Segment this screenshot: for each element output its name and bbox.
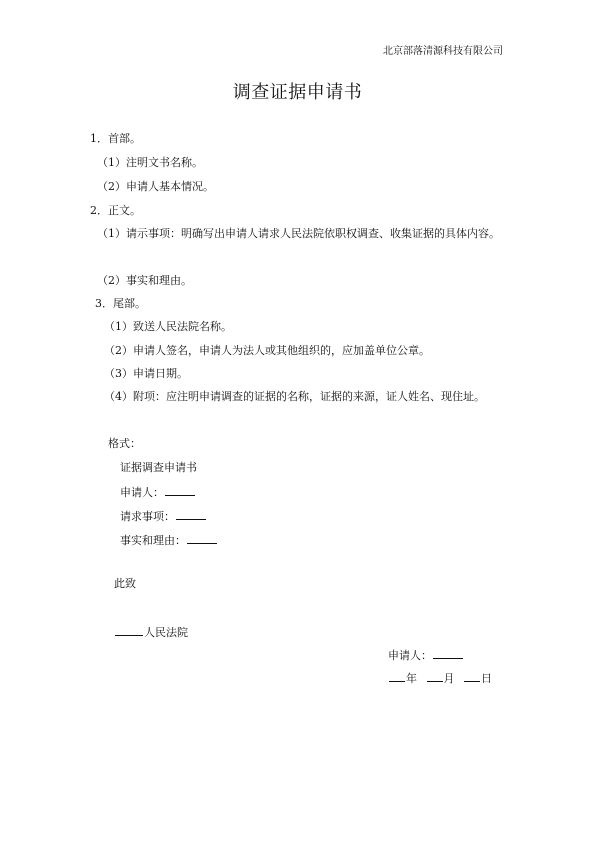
section-heading-2: 2．正文。 (90, 204, 141, 217)
section-item-3-2: （2）申请人签名，申请人为法人或其他组织的，应加盖单位公章。 (104, 344, 430, 357)
greeting: 此致 (114, 577, 136, 590)
format-doc-name: 证据调查申请书 (120, 461, 197, 474)
date-line (388, 670, 492, 685)
month-label: 月 (443, 672, 455, 685)
format-facts-label: 事实和理由： (120, 534, 186, 547)
section-item-2-1: （1）请示事项：明确写出申请人请求人民法院依职权调查、收集证据的具体内容。 (97, 227, 500, 240)
request-blank (176, 508, 206, 520)
section-item-2-2: （2）事实和理由。 (97, 274, 192, 287)
section-item-3-4: （4）附项：应注明申请调查的证据的名称，证据的来源，证人姓名、现住址。 (104, 390, 485, 403)
company-header: 北京部落清源科技有限公司 (383, 46, 503, 57)
court-label: 人民法院 (144, 626, 188, 639)
sign-applicant-label: 申请人： (388, 649, 432, 662)
format-applicant-line (120, 484, 196, 499)
court-blank (115, 624, 143, 636)
section-heading-1: 1．首部。 (90, 132, 141, 145)
format-request-label: 请求事项： (120, 510, 175, 523)
section-heading-3: 3．尾部。 (95, 297, 146, 310)
format-label: 格式： (108, 437, 141, 450)
section-item-3-3: （3）申请日期。 (104, 367, 188, 380)
facts-blank (187, 532, 217, 544)
sign-applicant-blank (433, 647, 463, 659)
format-applicant-label: 申请人： (120, 486, 164, 499)
format-request-line (120, 508, 207, 523)
section-item-1-2: （2）申请人基本情况。 (97, 180, 214, 193)
year-label: 年 (406, 672, 417, 685)
section-item-1-1: （1）注明文书名称。 (97, 156, 203, 169)
day-label: 日 (481, 672, 492, 685)
format-facts-line (120, 532, 218, 547)
court-line (114, 624, 188, 639)
day-blank (464, 670, 480, 682)
month-blank (427, 670, 443, 682)
sign-applicant-line (388, 647, 464, 662)
section-item-3-1: （1）致送人民法院名称。 (104, 320, 232, 333)
year-blank (389, 670, 405, 682)
applicant-blank (165, 484, 195, 496)
document-title: 调查证据申请书 (232, 82, 363, 103)
